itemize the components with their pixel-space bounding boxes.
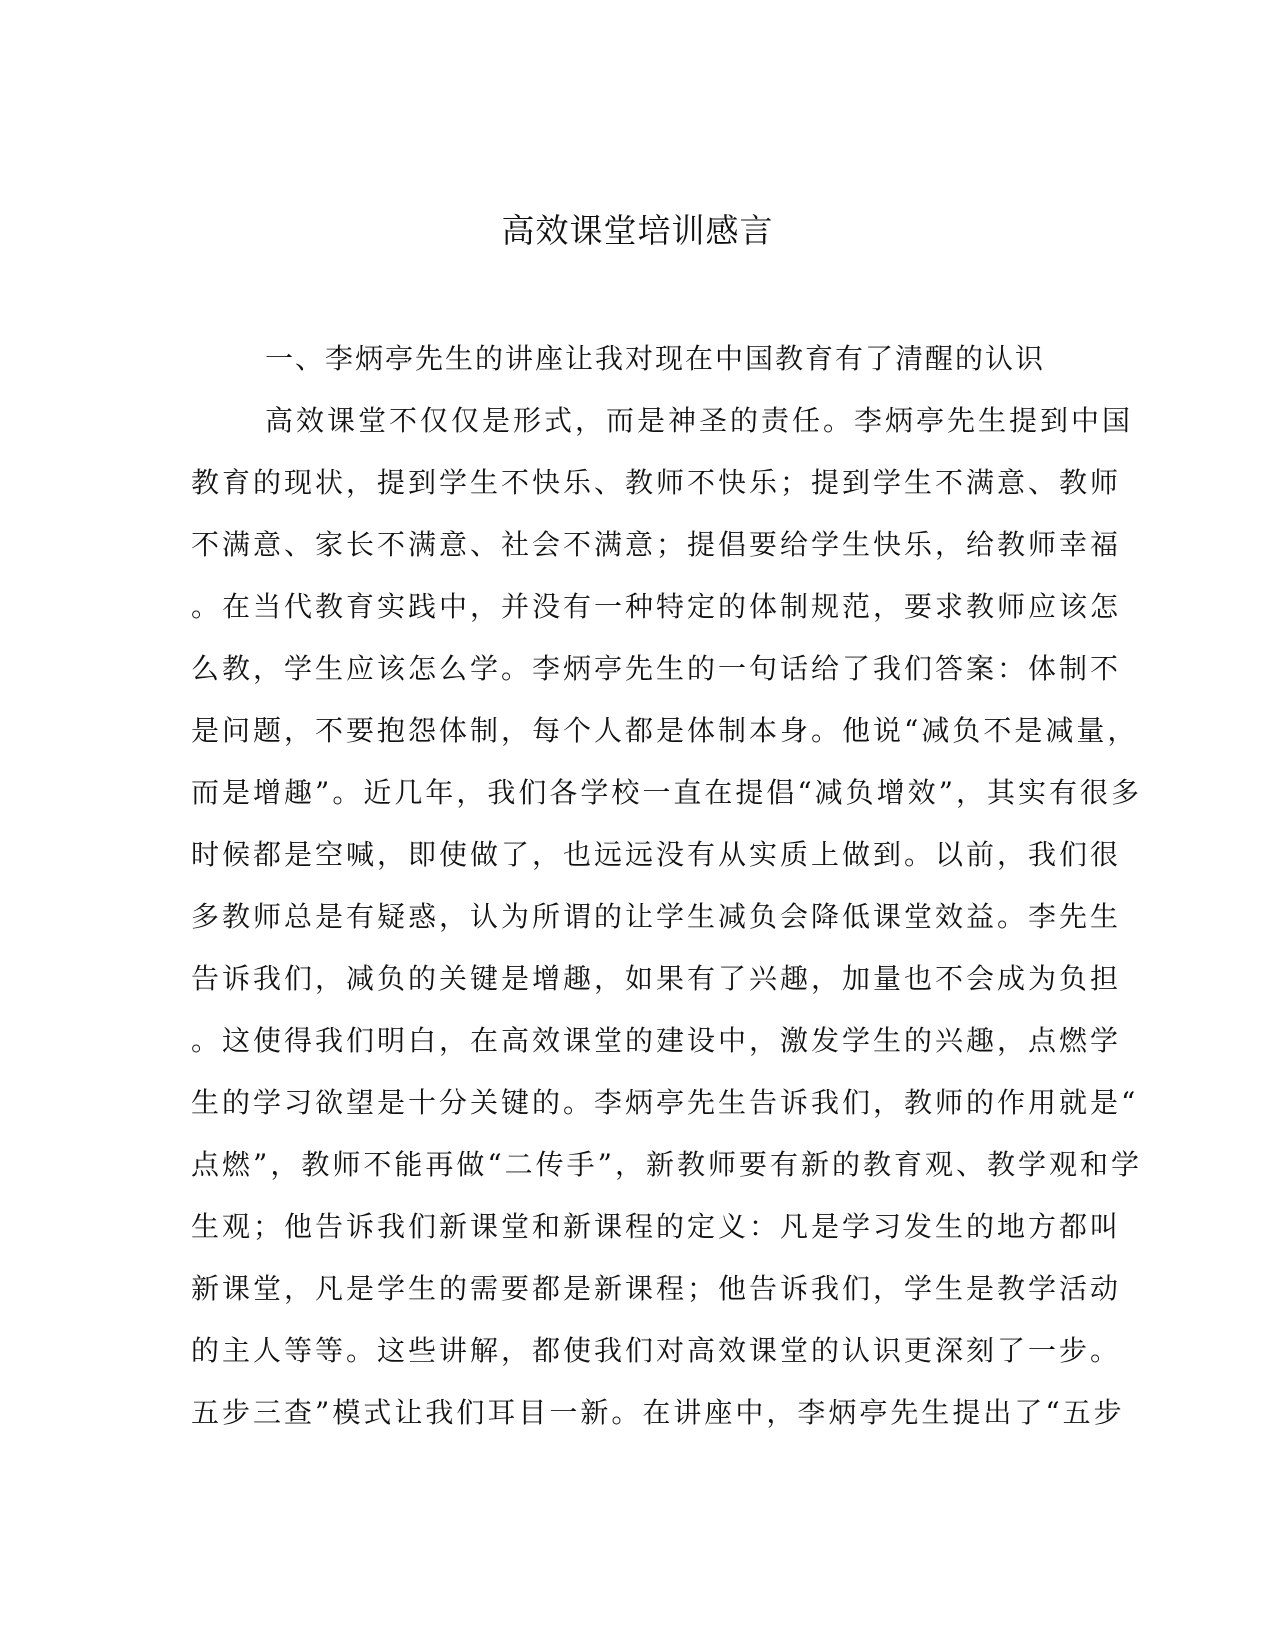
body-line: 的主人等等。这些讲解，都使我们对高效课堂的认识更深刻了一步。 (191, 1334, 1122, 1367)
body-line: 五步三查”模式让我们耳目一新。在讲座中，李炳亭先生提出了“五步 (191, 1396, 1125, 1429)
body-line: 多教师总是有疑惑，认为所谓的让学生减负会降低课堂效益。李先生 (191, 900, 1122, 933)
body-line: 生的学习欲望是十分关键的。李炳亭先生告诉我们，教师的作用就是“ (191, 1086, 1139, 1119)
document-body (191, 328, 1142, 1444)
body-line: 而是增趣”。近几年，我们各学校一直在提倡“减负增效”，其实有很多 (191, 776, 1142, 809)
body-line: 生观；他告诉我们新课堂和新课程的定义：凡是学习发生的地方都叫 (191, 1210, 1122, 1243)
section-heading: 一、李炳亭先生的讲座让我对现在中国教育有了清醒的认识 (265, 342, 1046, 375)
body-line: 时候都是空喊，即使做了，也远远没有从实质上做到。以前，我们很 (191, 838, 1122, 871)
body-line: 高效课堂不仅仅是形式，而是神圣的责任。李炳亭先生提到中国 (265, 404, 1134, 437)
body-line: 。这使得我们明白，在高效课堂的建设中，激发学生的兴趣，点燃学 (191, 1024, 1122, 1057)
body-line: 点燃”，教师不能再做“二传手”，新教师要有新的教育观、教学观和学 (191, 1148, 1142, 1181)
document-title: 高效课堂培训感言 (501, 211, 774, 250)
body-line: 是问题，不要抱怨体制，每个人都是体制本身。他说“减负不是减量， (191, 714, 1139, 747)
body-line: 不满意、家长不满意、社会不满意；提倡要给学生快乐，给教师幸福 (191, 528, 1122, 561)
body-line: 。在当代教育实践中，并没有一种特定的体制规范，要求教师应该怎 (191, 590, 1122, 623)
body-line: 新课堂，凡是学生的需要都是新课程；他告诉我们，学生是教学活动 (191, 1272, 1122, 1305)
body-line: 么教，学生应该怎么学。李炳亭先生的一句话给了我们答案：体制不 (191, 652, 1122, 685)
body-line: 告诉我们，减负的关键是增趣，如果有了兴趣，加量也不会成为负担 (191, 962, 1122, 995)
body-line: 教育的现状，提到学生不快乐、教师不快乐；提到学生不满意、教师 (191, 466, 1122, 499)
